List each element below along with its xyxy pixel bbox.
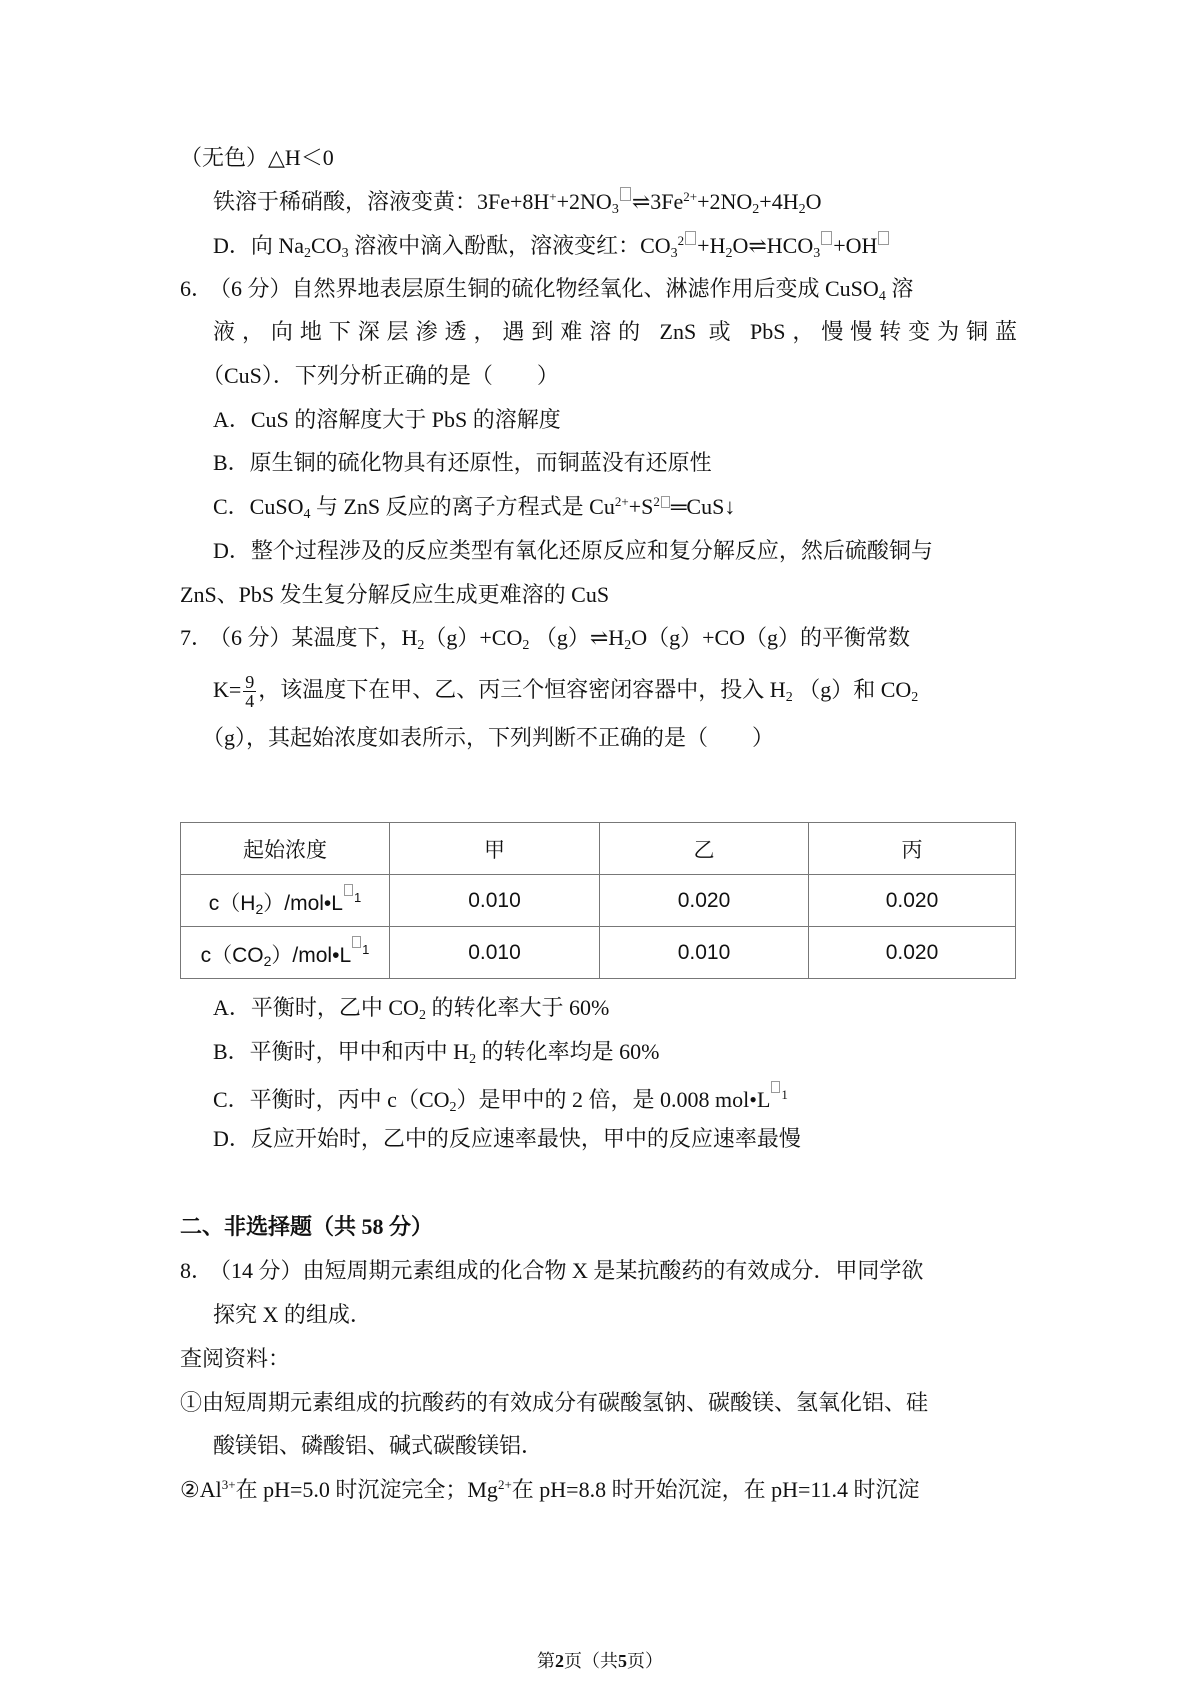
q5-option-d — [213, 231, 890, 261]
q5-c-sup1: + — [549, 189, 557, 204]
q7-l1-d: O（g）+CO（g）的平衡常数 — [631, 625, 911, 650]
row-label-h2 — [181, 875, 390, 927]
q7-l1-s2: 2 — [522, 638, 530, 653]
q6-c-sub: 4 — [303, 507, 311, 522]
q7-option-c — [213, 1081, 788, 1115]
q5-d-mid2: 溶液中滴入酚酞，溶液变红：CO — [348, 233, 671, 258]
q6-option-d-line1: D．整个过程涉及的反应类型有氧化还原反应和复分解反应，然后硫酸铜与 — [213, 538, 933, 563]
reference-item-1-line1: ①由短周期元素组成的抗酸药的有效成分有碳酸氢钠、碳酸镁、氢氧化铝、硅 — [180, 1390, 929, 1415]
missing-glyph-icon — [344, 884, 353, 896]
q6-stem-line2: 液，向地下深层渗透，遇到难溶的 ZnS 或 PbS，慢慢转变为铜蓝 — [213, 319, 1017, 344]
q7-l2-s1: 2 — [785, 690, 793, 705]
q7-b-sub: 2 — [469, 1052, 477, 1067]
q6-c-sup1: 2+ — [614, 494, 629, 509]
q6-option-c — [213, 492, 735, 522]
q5-c-text: 铁溶于稀硝酸，溶液变黄：3Fe+8H — [213, 189, 550, 214]
table-header-cell: 起始浓度 — [181, 823, 390, 875]
q5-c-sub3: 2 — [798, 202, 806, 217]
q7-option-a — [213, 993, 609, 1023]
page-footer — [0, 1647, 1200, 1673]
q5-c-end: O — [805, 189, 822, 214]
q7-b-post: 的转化率均是 60% — [476, 1039, 660, 1064]
q6-c-pre: C．CuSO — [213, 494, 304, 519]
footer-mid: 页（共 — [564, 1651, 618, 1671]
section-title: 二、非选择题（共 58 分） — [180, 1214, 434, 1239]
q6-number: 6． — [180, 276, 214, 301]
q7-number: 7． — [180, 625, 214, 650]
q7-l1-s3: 2 — [624, 638, 632, 653]
fraction-9-4 — [243, 673, 256, 710]
q7-c-post: ）是甲中的 2 倍，是 0.008 mol•L — [456, 1087, 771, 1112]
ref2-sup2: 2+ — [497, 1477, 512, 1492]
q5-d-mid4: O⇌HCO — [732, 233, 814, 258]
q7-option-b — [213, 1037, 659, 1067]
q7-a-pre: A．平衡时，乙中 CO — [213, 995, 419, 1020]
reference-item-2 — [180, 1475, 920, 1505]
q5-d-sub4: 2 — [725, 246, 733, 261]
q7-c-sub: 2 — [449, 1100, 457, 1115]
footer-post: 页） — [627, 1651, 663, 1671]
table-cell: 0.020 — [809, 927, 1016, 979]
q5-c-mid2: ⇌3Fe — [631, 189, 684, 214]
q5-c-sub2: 2 — [752, 202, 760, 217]
q6-option-a: A．CuS 的溶解度大于 PbS 的溶解度 — [213, 407, 561, 432]
q5-d-mid1: CO — [311, 233, 342, 258]
q5-c-mid1: +2NO — [556, 189, 612, 214]
q6-c-sup2: 2 — [653, 494, 660, 509]
q5-c-sup2: 2+ — [683, 189, 698, 204]
table-row — [181, 875, 1016, 927]
table-cell: 0.020 — [600, 875, 809, 927]
q7-l1-c: （g）⇌H — [529, 625, 625, 650]
q6-option-b: B．原生铜的硫化物具有还原性，而铜蓝没有还原性 — [213, 450, 712, 475]
q5-d-label: D． — [213, 233, 251, 258]
missing-glyph-icon — [352, 936, 361, 948]
table-cell: 0.010 — [390, 875, 600, 927]
q7-l1-b: （g）+CO — [424, 625, 523, 650]
initial-concentration-table — [180, 822, 1016, 979]
q5-d-mid5: +OH — [833, 233, 878, 258]
q6-stem-line3: （CuS）．下列分析正确的是（ ） — [202, 363, 559, 388]
q7-a-sub: 2 — [418, 1008, 426, 1023]
missing-glyph-icon — [661, 496, 670, 508]
q5-d-sup1: 2 — [677, 233, 685, 248]
fraction-denominator: 4 — [245, 691, 255, 712]
q5-d-sub1: 2 — [304, 246, 312, 261]
table-header-cell: 甲 — [390, 823, 600, 875]
ref2-c: 在 pH=8.8 时开始沉淀，在 pH=11.4 时沉淀 — [511, 1477, 920, 1502]
row-label-co2 — [181, 927, 390, 979]
q7-c-sup: 1 — [781, 1087, 788, 1102]
q7-a-post: 的转化率大于 60% — [425, 995, 610, 1020]
q8-number: 8． — [180, 1258, 214, 1283]
table-header-cell: 乙 — [600, 823, 809, 875]
missing-glyph-icon — [620, 187, 631, 201]
q7-k-label: K= — [213, 677, 242, 702]
ref2-a: ②Al — [180, 1477, 222, 1502]
reference-title: 查阅资料： — [180, 1346, 291, 1371]
row-label-sup: 1 — [362, 942, 370, 957]
q8-stem-line1: （14 分）由短周期元素组成的化合物 X 是某抗酸药的有效成分．甲同学欲 — [209, 1258, 924, 1283]
q6-stem-l1b: 溶 — [885, 276, 914, 301]
row-label-sub: 2 — [263, 953, 272, 969]
q6-option-d-line2: ZnS、PbS 发生复分解反应生成更难溶的 CuS — [180, 582, 610, 607]
q6-c-mid2: +S — [628, 494, 654, 519]
ref2-b: 在 pH=5.0 时沉淀完全；Mg — [235, 1477, 498, 1502]
q5-option-c — [213, 187, 821, 217]
row-label-post: ）/mol•L — [263, 892, 343, 915]
table-cell: 0.010 — [600, 927, 809, 979]
q5-d-sub5: 3 — [813, 246, 821, 261]
q5-continuation-line: （无色）△H＜0 — [180, 145, 334, 170]
q6-stem-l1sub: 4 — [878, 289, 886, 304]
q7-option-d: D．反应开始时，乙中的反应速率最快，甲中的反应速率最慢 — [213, 1126, 801, 1151]
q5-c-mid3: +2NO — [697, 189, 753, 214]
row-label-pre: c（CO — [200, 944, 264, 967]
table-cell: 0.020 — [809, 875, 1016, 927]
q7-stem-line3: （g），其起始浓度如表所示，下列判断不正确的是（ ） — [202, 725, 775, 750]
ref2-sup1: 3+ — [221, 1477, 236, 1492]
q7-stem-line2 — [213, 670, 918, 710]
q7-b-pre: B．平衡时，甲中和丙中 H — [213, 1039, 470, 1064]
q5-d-sub3: 3 — [670, 246, 678, 261]
q7-l1-a: （6 分）某温度下，H — [209, 625, 418, 650]
table-row — [181, 927, 1016, 979]
q7-c-pre: C．平衡时，丙中 c（CO — [213, 1087, 450, 1112]
q7-l2-s2: 2 — [911, 690, 919, 705]
footer-pre: 第 — [537, 1651, 555, 1671]
page-number: 2 — [555, 1651, 564, 1671]
row-label-sub: 2 — [255, 901, 264, 917]
q6-stem-l1a: （6 分）自然界地表层原生铜的硫化物经氧化、淋滤作用后变成 CuSO — [209, 276, 879, 301]
q6-c-end: ═CuS↓ — [670, 494, 736, 519]
q5-d-sub2: 3 — [341, 246, 349, 261]
row-label-post: ）/mol•L — [271, 944, 352, 967]
row-label-sup: 1 — [353, 890, 362, 905]
table-header-cell: 丙 — [809, 823, 1016, 875]
q5-d-pre: 向 Na — [250, 233, 305, 258]
q7-l1-s1: 2 — [417, 638, 425, 653]
q5-c-sub1: 3 — [611, 202, 619, 217]
q6-stem-line1 — [209, 274, 913, 304]
missing-glyph-icon — [771, 1081, 780, 1093]
missing-glyph-icon — [821, 231, 832, 245]
fraction-numerator: 9 — [245, 672, 255, 693]
missing-glyph-icon — [685, 231, 696, 245]
q7-l2-a: ，该温度下在甲、乙、丙三个恒容密闭容器中，投入 H — [258, 677, 786, 702]
missing-glyph-icon — [878, 231, 889, 245]
q7-l2-b: （g）和 CO — [792, 677, 912, 702]
total-pages: 5 — [618, 1651, 627, 1671]
q5-d-mid3: +H — [697, 233, 726, 258]
table-header-row — [181, 823, 1016, 875]
reference-item-1-line2: 酸镁铝、磷酸铝、碱式碳酸镁铝． — [213, 1433, 544, 1458]
q6-c-mid: 与 ZnS 反应的离子方程式是 Cu — [310, 494, 615, 519]
q7-stem-line1 — [209, 623, 910, 653]
q8-stem-line2: 探究 X 的组成． — [213, 1302, 372, 1327]
table-cell: 0.010 — [390, 927, 600, 979]
row-label-pre: c（H — [208, 892, 256, 915]
q5-c-mid4: +4H — [759, 189, 799, 214]
